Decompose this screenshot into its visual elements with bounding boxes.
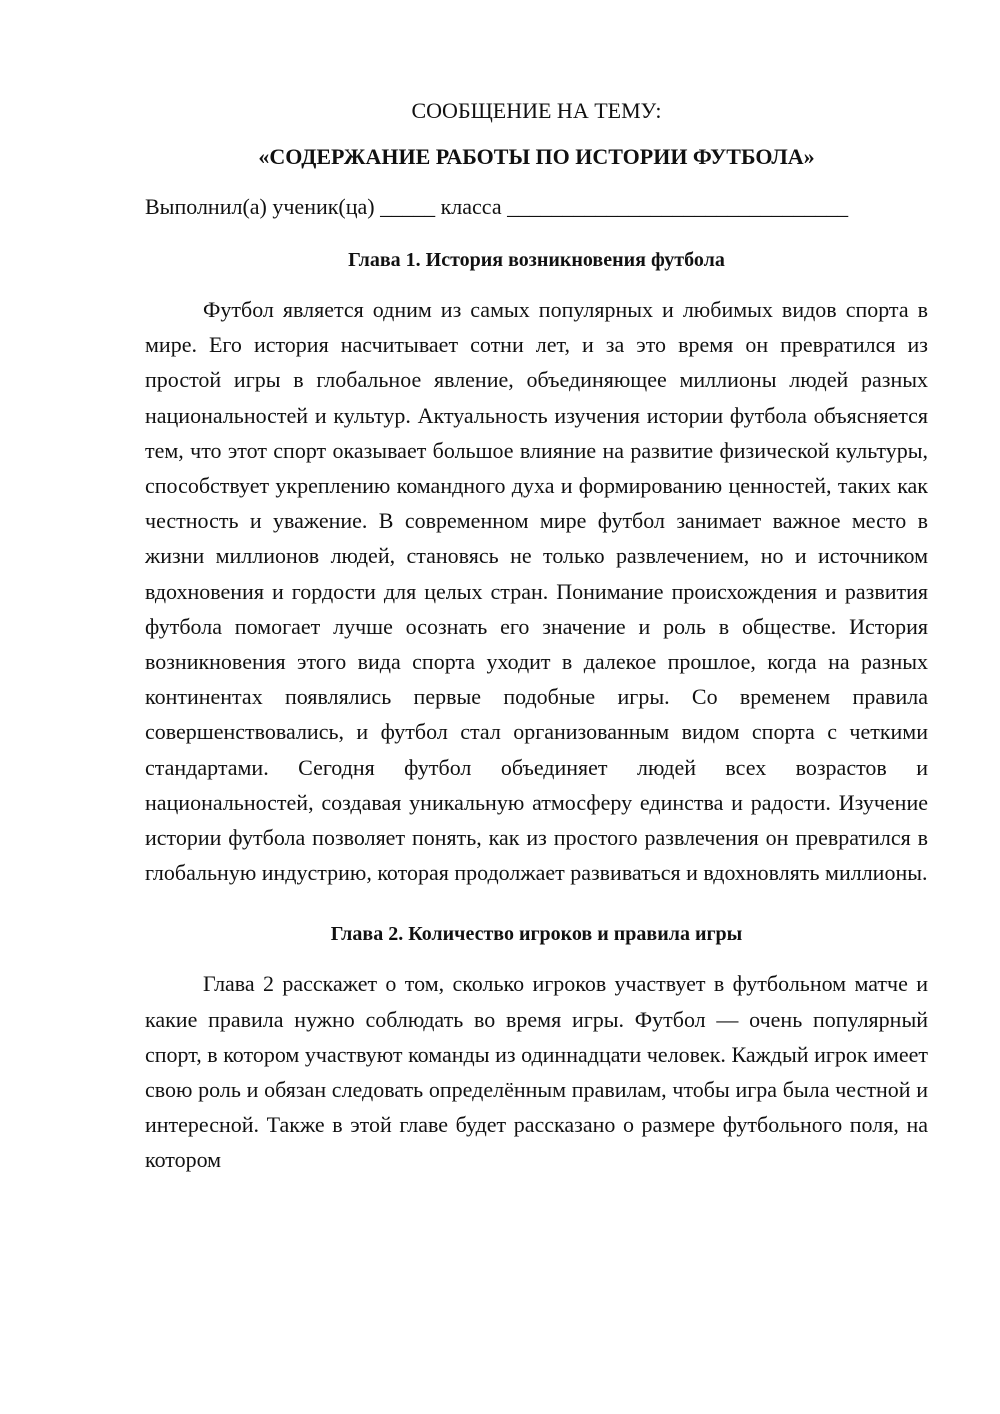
chapter-2-paragraph: Глава 2 расскажет о том, сколько игроков участвует в футбольном матче и какие правила нужно соблюдать во время игры. Футбол — очень популярный спорт, в котором участвуют команды из одиннадцати человек. Каждый игрок имеет свою роль и обязан следовать определённым правилам, чтобы игра была честной и интересной. Также в этой главе будет рассказано о размере футбольного поля, на котором [145,971,928,1173]
document-page [145,88,928,1178]
chapter-1-paragraph: Футбол является одним из самых популярных и любимых видов спорта в мире. Его история насчитывает сотни лет, и за это время он превратился из простой игры в глобальное явление, объединяющее миллионы людей разных национальностей и культур. Актуальность изучения истории футбола объясняется тем, что этот спорт оказывает большое влияние на развитие физической культуры, способствует укреплению командного духа и формированию ценностей, таких как честность и уважение. В современном мире футбол занимает важное место в жизни миллионов людей, становясь не только развлечением, но и источником вдохновения и гордости для целых стран. Понимание происхождения и развития футбола помогает лучше осознать его значение и роль в обществе. История возникновения этого вида спорта уходит в далекое прошлое, когда на разных континентах появлялись первые подобные игры. Со временем правила совершенствовались, и футбол стал организованным видом спорта с четкими стандартами. Сегодня футбол объединяет людей всех возрастов и национальностей, создавая уникальную атмосферу единства и радости. Изучение истории футбола позволяет понять, как из простого развлечения он превратился в глобальную индустрию, которая продолжает развиваться и вдохновлять миллионы. [145,297,928,886]
document-title-line-2: «СОДЕРЖАНИЕ РАБОТЫ ПО ИСТОРИИ ФУТБОЛА» [258,144,815,169]
chapter-2-heading: Глава 2. Количество игроков и правила игры [330,923,743,946]
student-info-line: Выполнил(а) ученик(ца) _____ класса _______________________________ [145,194,849,219]
document-title-line-1: СООБЩЕНИЕ НА ТЕМУ: [411,98,662,123]
chapter-1-heading: Глава 1. История возникновения футбола [348,249,725,271]
